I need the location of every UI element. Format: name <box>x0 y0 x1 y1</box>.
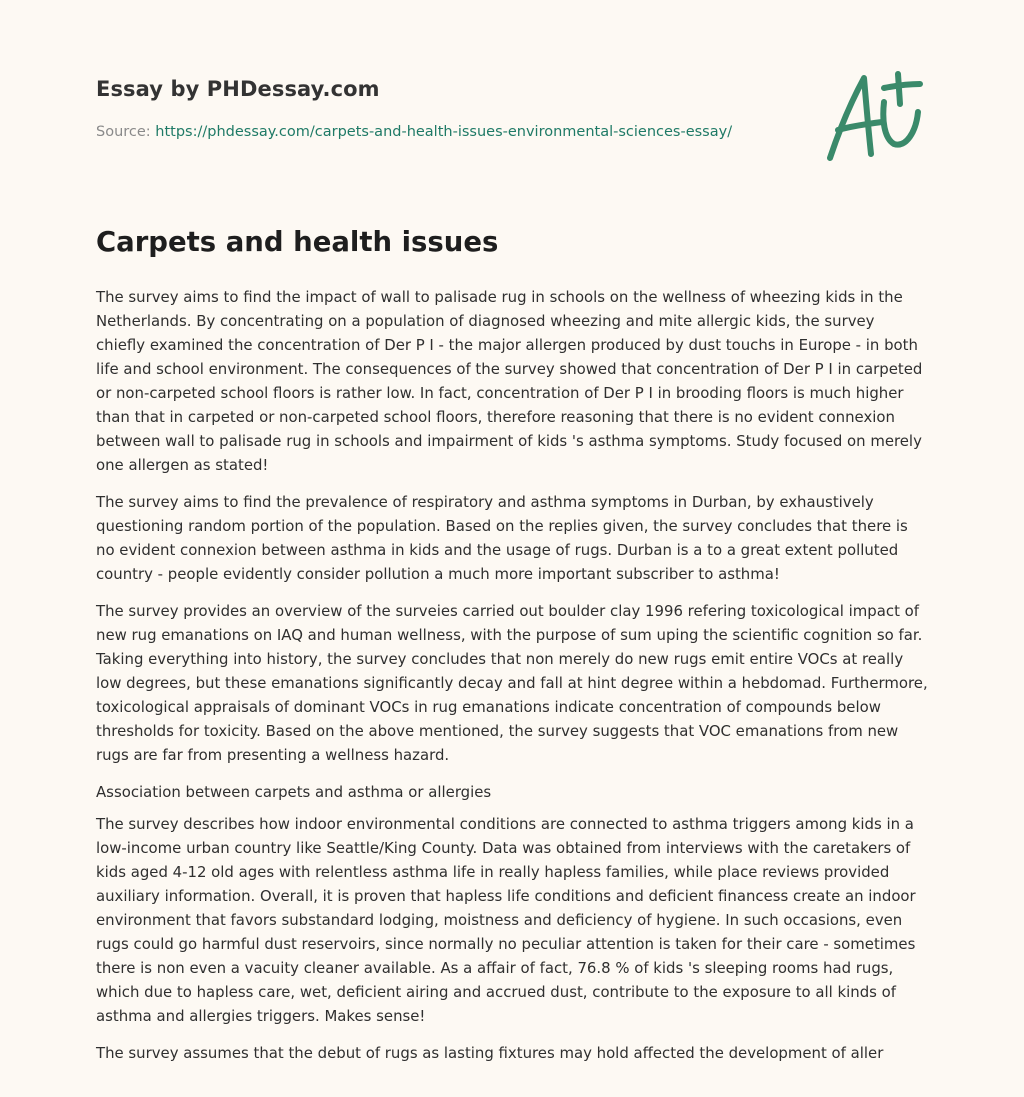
section-subheading: Association between carpets and asthma or allergies <box>96 783 492 801</box>
page-header <box>96 0 928 258</box>
source-line <box>96 124 732 140</box>
essay-page <box>96 0 928 1062</box>
source-label: Source: <box>96 124 156 140</box>
a-plus-logo <box>824 68 928 164</box>
essay-body <box>96 285 928 1078</box>
essay-paragraph: The survey aims to find the prevalence of respiratory and asthma symptoms in Durban, by exhaustively questioning random portion of the population. Based on the replies given, the survey concludes that there is no evident connexion between asthma in kids and the usage of rugs. Durban is a to a great extent polluted country - people evidently consider pollution a much more important subscriber to asthma! <box>96 493 908 583</box>
essay-paragraph: The survey provides an overview of the surveies carried out boulder clay 1996 refering toxicological impact of new rug emanations on IAQ and human wellness, with the purpose of sum uping the scientific cognition so far. Taking everything into history, the survey concludes that non merely do new rugs emit entire VOCs at really low degrees, but these emanations significantly decay and fall at hint degree within a hebdomad. Furthermore, toxicological appraisals of dominant VOCs in rug emanations indicate concentration of compounds below thresholds for toxicity. Based on the above mentioned, the survey suggests that VOC emanations from new rugs are far from presenting a wellness hazard. <box>96 602 928 764</box>
site-title: Essay by PHDessay.com <box>96 77 380 101</box>
source-link[interactable]: https://phdessay.com/carpets-and-health-issues-environmental-sciences-essay/ <box>155 124 733 140</box>
essay-paragraph: The survey describes how indoor environmental conditions are connected to asthma triggers among kids in a low-income urban country like Seattle/King County. Data was obtained from interviews with the caretakers of kids aged 4-12 old ages with relentless asthma life in really hapless families, while place reviews provided auxiliary information. Overall, it is proven that hapless life conditions and deficient financess create an indoor environment that favors substandard lodging, moistness and deficiency of hygiene. In such occasions, even rugs could go harmful dust reservoirs, since normally no peculiar attention is taken for their care - sometimes there is non even a vacuity cleaner available. As a affair of fact, 76.8 % of kids 's sleeping rooms had rugs, which due to hapless care, wet, deficient airing and accrued dust, contribute to the exposure to all kinds of asthma and allergies triggers. Makes sense! <box>96 815 916 1025</box>
essay-paragraph: The survey assumes that the debut of rugs as lasting fixtures may hold affected the development of aller <box>96 1044 884 1062</box>
essay-paragraph: The survey aims to find the impact of wall to palisade rug in schools on the wellness of wheezing kids in the Netherlands. By concentrating on a population of diagnosed wheezing and mite allergic kids, the survey chiefly examined the concentration of Der P I - the major allergen produced by dust touchs in Europe - in both life and school environment. The consequences of the survey showed that concentration of Der P I in carpeted or non-carpeted school floors is rather low. In fact, concentration of Der P I in brooding floors is much higher than that in carpeted or non-carpeted school floors, therefore reasoning that there is no evident connexion between wall to palisade rug in schools and impairment of kids 's asthma symptoms. Study focused on merely one allergen as stated! <box>96 288 923 474</box>
essay-title: Carpets and health issues <box>96 226 499 258</box>
